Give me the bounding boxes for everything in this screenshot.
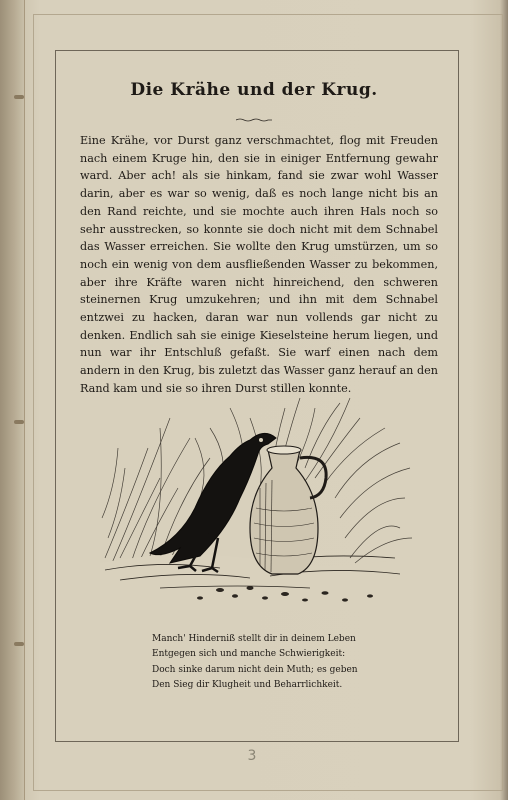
title-flourish <box>236 118 272 122</box>
verse-line: Doch sinke darum nicht dein Muth; es geben <box>152 664 358 675</box>
book-binding <box>0 0 25 800</box>
page-number: 3 <box>247 748 257 764</box>
page-title: Die Krähe und der Krug. <box>130 80 378 100</box>
moral-verse <box>152 632 392 693</box>
binding-stitch <box>14 420 24 424</box>
verse-line: Entgegen sich und manche Schwierigkeit: <box>152 649 346 660</box>
crow-and-jug-illustration <box>100 388 412 610</box>
verse-line: Den Sieg dir Klugheit und Beharrlichkeit. <box>152 679 343 690</box>
binding-stitch <box>14 642 24 646</box>
verse-line: Manch' Hinderniß stellt dir in deinem Leben <box>152 634 356 644</box>
fable-text: Eine Krähe, vor Durst ganz verschmachtet, flog mit Freuden nach einem Kruge hin, den sie in einiger Entfernung gewahr ward. Aber ach! als sie hinkam, fand sie zwar wohl Wasser darin, aber es war so wenig, daß es noch lange nicht bis an den Rand reichte, und sie mochte auch ihren Hals noch so sehr ausstrecken, so konnte sie doch nicht mit dem Schnabel das Wasser erreichen. Sie wollte den Krug umstürzen, um so noch ein wenig von dem ausfließenden Wasser zu bekommen, aber ihre Kräfte waren nicht hinreichend, den schweren steinernen Krug umzukehren; und ihn mit dem Schnabel entzwei zu hacken, daran war nun vollends gar nicht zu denken. Endlich sah sie einige Kieselsteine herum liegen, und nun war ihr Entschluß gefaßt. Sie warf einen nach dem andern in den Krug, bis zuletzt das Wasser ganz herauf an den Rand kam und sie so ihren Durst stillen konnte. <box>80 134 438 395</box>
